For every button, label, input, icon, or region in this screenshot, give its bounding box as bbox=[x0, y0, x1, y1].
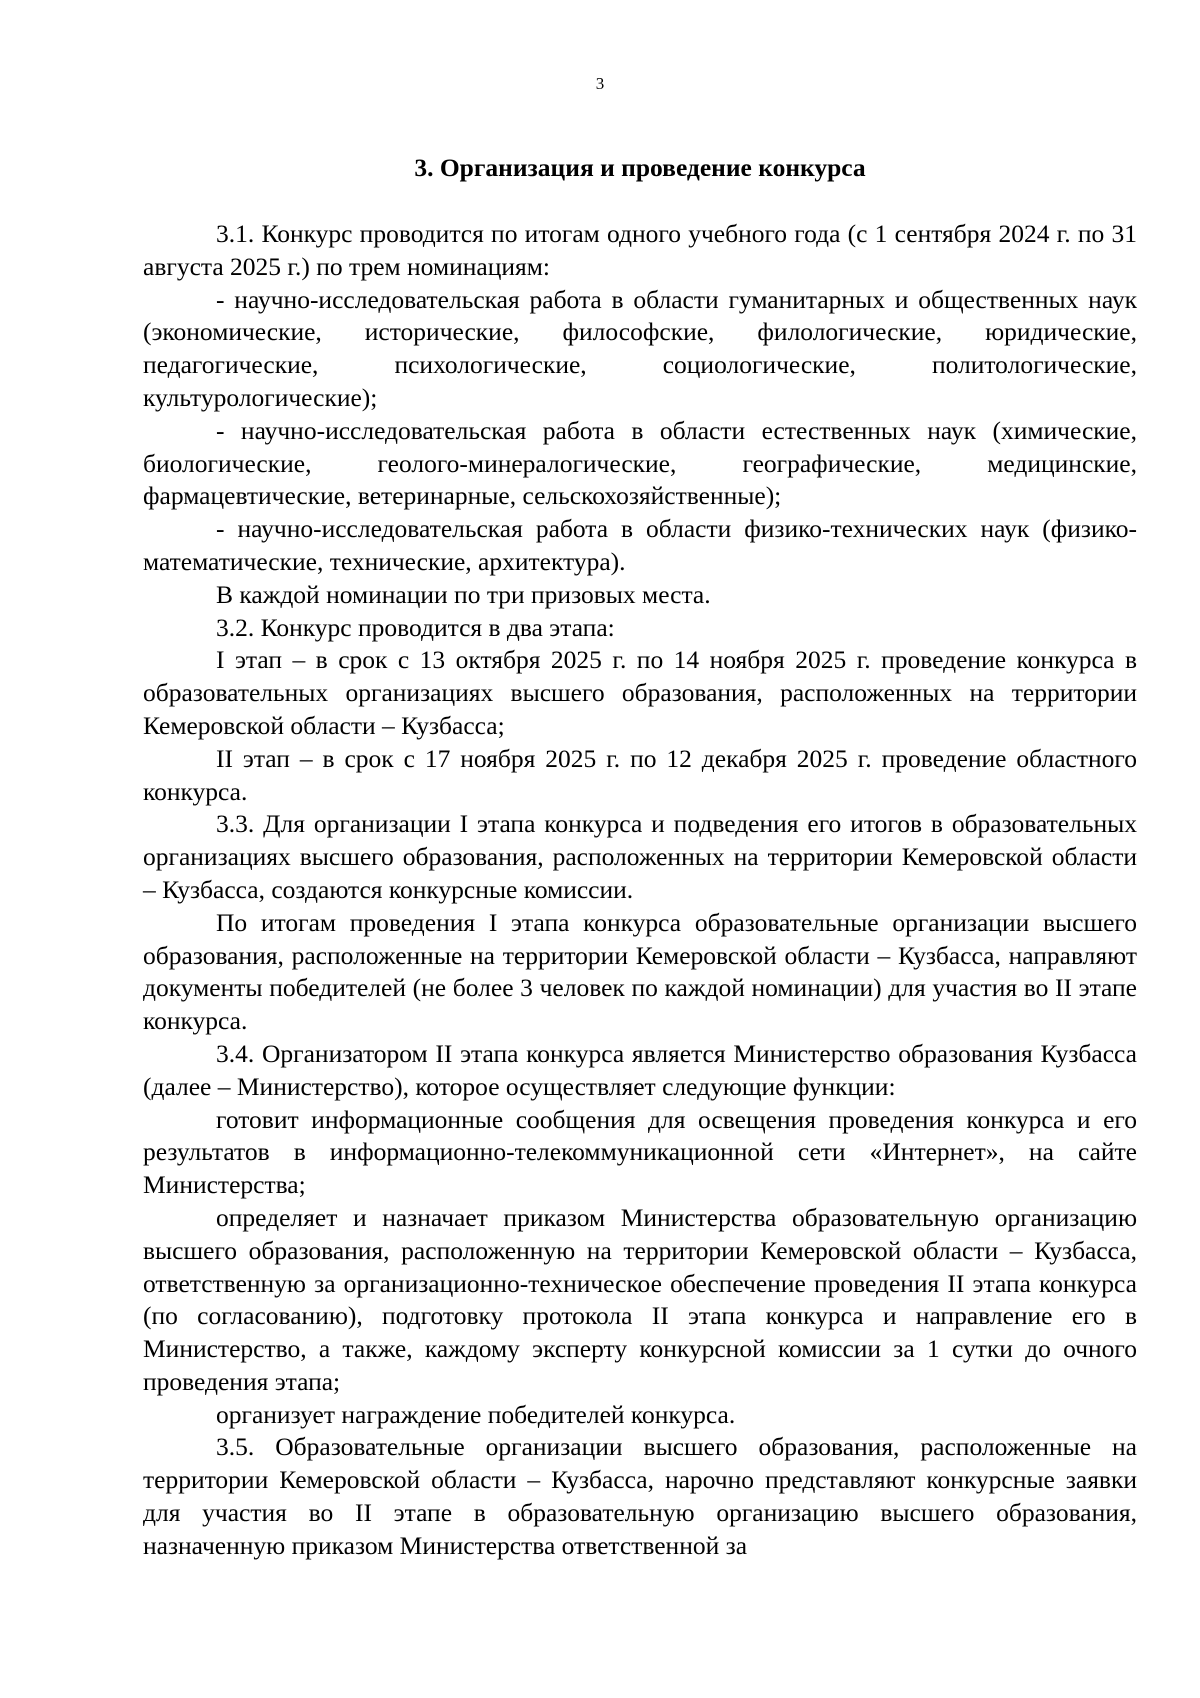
prize-places-paragraph: В каждой номинации по три призовых места. bbox=[216, 579, 711, 609]
paragraph-3-5: 3.5. Образовательные организации высшего образования, расположенные на территории Кемеровской области – Кузбасса, нарочно представляют конкурсные заявки для участия во II этапе в образовательную организацию высшего образования, назначенную приказом Министерства ответственной за bbox=[143, 1432, 1137, 1560]
paragraph-3-3: 3.3. Для организации I этапа конкурса и подведения его итогов в образовательных организациях высшего образования, расположенных на территории Кемеровской области – Кузбасса, создаются конкурсные комиссии. bbox=[143, 809, 1137, 904]
paragraph-3-4: 3.4. Организатором II этапа конкурса является Министерство образования Кузбасса (далее – Министерство), которое осуществляет следующие функции: bbox=[143, 1038, 1137, 1101]
paragraph-3-1: 3.1. Конкурс проводится по итогам одного учебного года (с 1 сентября 2024 г. по 31 августа 2025 г.) по трем номинациям: bbox=[143, 219, 1137, 281]
section-body bbox=[143, 218, 1137, 1563]
nomination-physics-tech-item: - научно-исследовательская работа в области физико-технических наук (физико-математические, технические, архитектура). bbox=[143, 514, 1137, 576]
stage-one-results-paragraph: По итогам проведения I этапа конкурса образовательные организации высшего образования, расположенные на территории Кемеровской области – Кузбасса, направляют документы победителей (не более 3 человек по каждой номинации) для участия во II этапе конкурса. bbox=[143, 907, 1137, 1036]
section-title: 3. Организация и проведение конкурса bbox=[414, 153, 866, 182]
function-info-messages: готовит информационные сообщения для освещения проведения конкурса и его результатов в информационно-телекоммуникационной сети «Интернет», на сайте Министерства; bbox=[143, 1104, 1137, 1200]
nomination-humanities-item: - научно-исследовательская работа в области гуманитарных и общественных наук (экономические, исторические, философские, филологические, юридические, педагогические, психологические, социологические, политологические, культурологические); bbox=[143, 284, 1137, 412]
function-appoint-organization: определяет и назначает приказом Министерства образовательную организацию высшего образования, расположенную на территории Кемеровской области – Кузбасса, ответственную за организационно-техническое обеспечение проведения II этапа конкурса (по согласованию), подготовку протокола II этапа конкурса и направление его в Министерство, а также, каждому эксперту конкурсной комиссии за 1 сутки до очного проведения этапа; bbox=[143, 1202, 1137, 1396]
nomination-natural-sciences-item: - научно-исследовательская работа в области естественных наук (химические, биологические, геолого-минералогические, географические, медицинские, фармацевтические, ветеринарные, сельскохозяйственные); bbox=[143, 415, 1137, 511]
stage-one-paragraph: I этап – в срок с 13 октября 2025 г. по 14 ноября 2025 г. проведение конкурса в образовательных организациях высшего образования, расположенных на территории Кемеровской области – Кузбасса; bbox=[143, 645, 1137, 740]
paragraph-3-2: 3.2. Конкурс проводится в два этапа: bbox=[216, 612, 615, 642]
stage-two-paragraph: II этап – в срок с 17 ноября 2025 г. по 12 декабря 2025 г. проведение областного конкурса. bbox=[143, 743, 1137, 806]
page-number: 3 bbox=[595, 74, 605, 93]
function-awards: организует награждение победителей конкурса. bbox=[216, 1399, 736, 1429]
